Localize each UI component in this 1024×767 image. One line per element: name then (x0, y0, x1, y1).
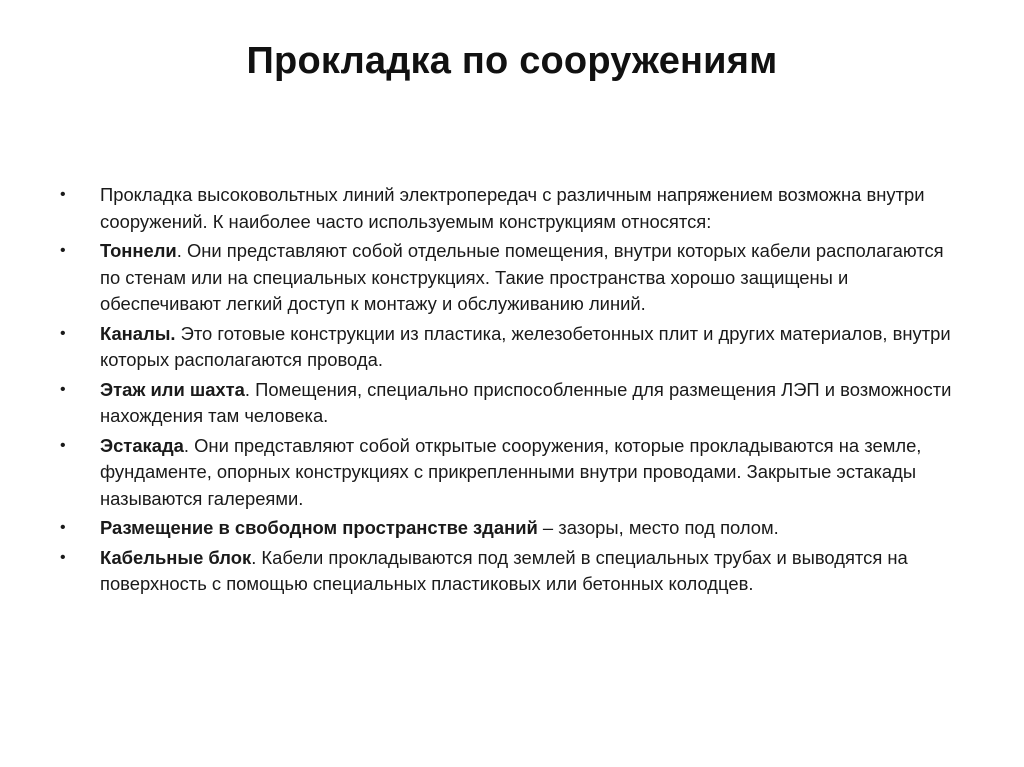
bullet-icon: • (60, 186, 66, 203)
bullet-icon: • (60, 324, 66, 342)
item-term: Кабельные блок (100, 546, 252, 568)
item-term: Размещение в свободном пространстве зданий (100, 517, 538, 538)
item-text: . Они представляют собой открытые сооружения, которые прокладываются на земле, фундаменте, опорных конструкциях с прикрепленными внутри проводами. Закрытые эстакады называются галереями. (100, 434, 922, 509)
bullet-icon: • (60, 548, 66, 566)
item-text: – зазоры, место под полом. (537, 517, 779, 538)
list-item (60, 433, 960, 513)
list-item (60, 321, 960, 374)
list-item (60, 377, 960, 430)
item-text: . Кабели прокладываются под землей в специальных трубах и выводятся на поверхность с помощью специальных пластиковых или бетонных колодцев. (100, 546, 908, 594)
list-item (60, 515, 960, 542)
item-term: Этаж или шахта (100, 378, 245, 400)
item-text: . Они представляют собой отдельные помещения, внутри которых кабели располагаются по стенам или на специальных конструкциях. Такие пространства хорошо защищены и обеспечивают легкий доступ к монтажу и обслуживанию линий. (100, 240, 944, 314)
item-text: Это готовые конструкции из пластика, железобетонных плит и других материалов, внутри которых располагаются провода. (100, 322, 951, 370)
bullet-icon: • (60, 242, 66, 259)
bullet-icon: • (60, 436, 66, 454)
item-text: . Помещения, специально приспособленные для размещения ЛЭП и возможности нахождения там человека. (100, 378, 952, 426)
item-text: Прокладка высоковольтных линий электропередач с различным напряжением возможна внутри сооружений. К наиболее часто используемым конструкциям относятся: (100, 184, 925, 232)
list-item (60, 545, 960, 598)
bullet-list (60, 182, 960, 601)
slide-title: Прокладка по сооружениям (246, 40, 778, 82)
item-term: Каналы. (100, 322, 176, 344)
list-item (60, 238, 960, 318)
item-term: Тоннели (100, 240, 177, 261)
bullet-icon: • (60, 380, 66, 398)
list-item (60, 182, 960, 235)
bullet-icon: • (60, 519, 66, 536)
item-term: Эстакада (100, 434, 184, 456)
